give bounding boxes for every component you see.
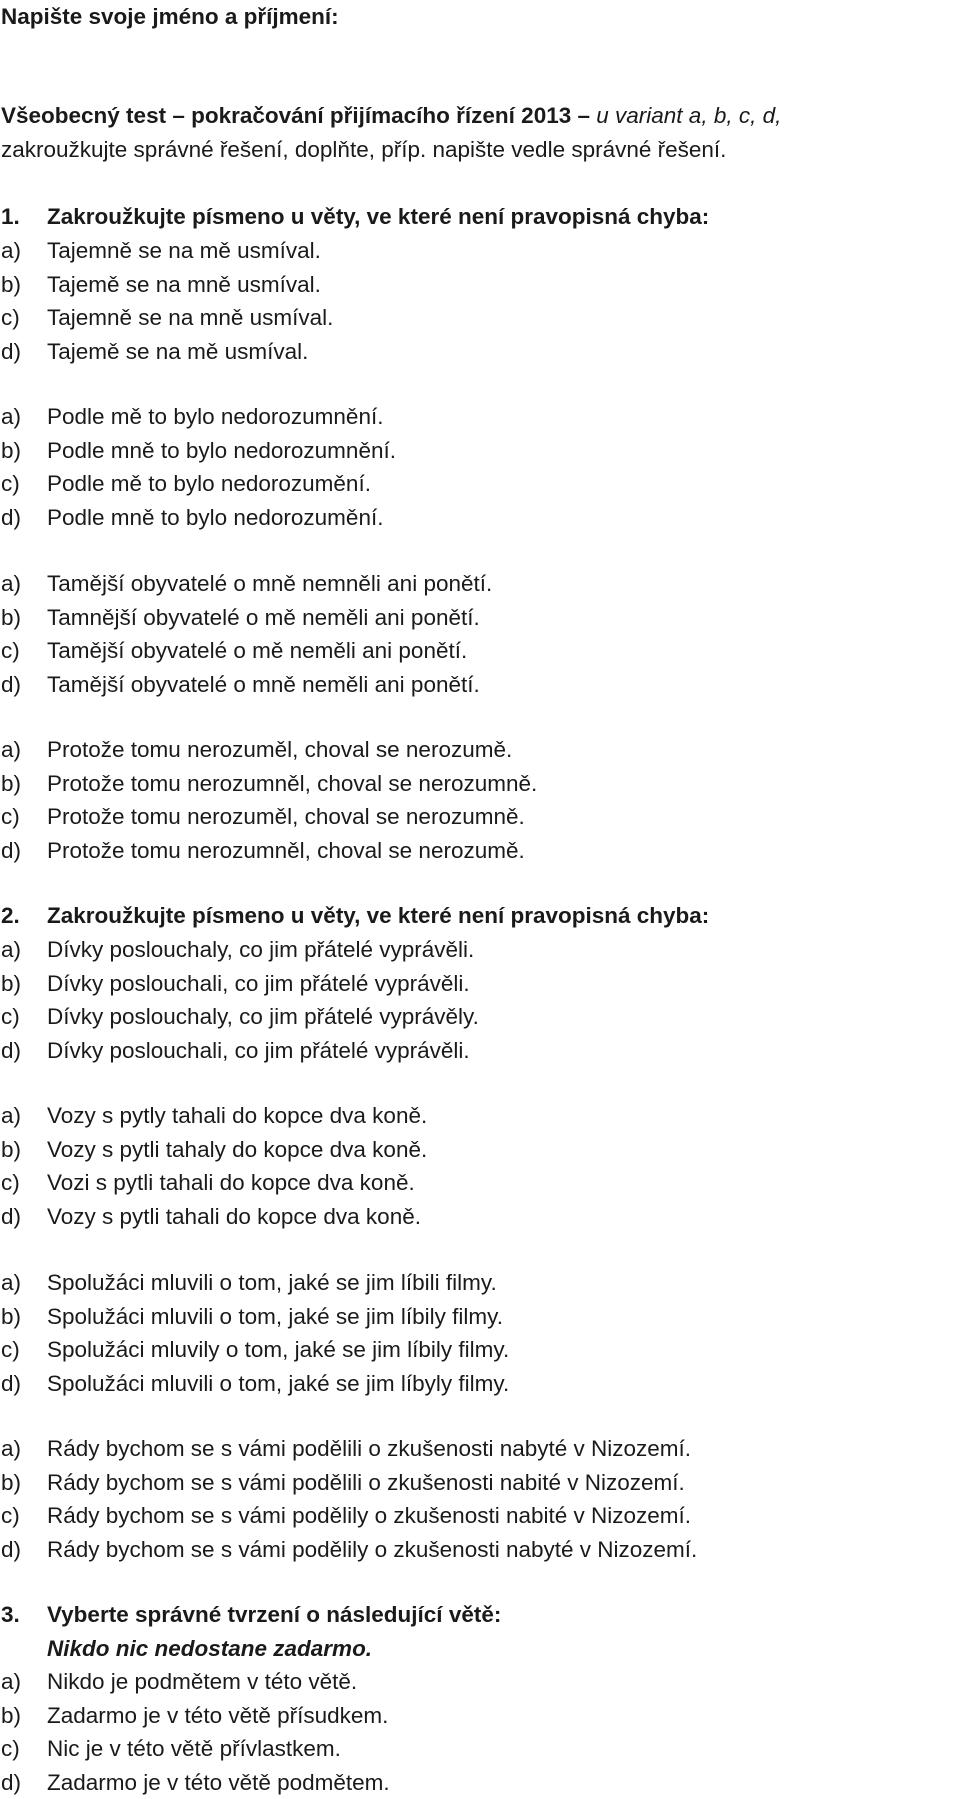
- option[interactable]: [1, 1699, 501, 1733]
- option-letter: c): [1, 1499, 47, 1533]
- option-letter: c): [1, 800, 47, 834]
- question-1-group-3: [1, 567, 492, 701]
- option-letter: a): [1, 1266, 47, 1300]
- option-text: Tajemně se na mě usmíval.: [47, 234, 321, 268]
- option-text: Dívky poslouchali, co jim přátelé vyprávěli.: [47, 967, 470, 1001]
- option-letter: a): [1, 933, 47, 967]
- option-text: Zadarmo je v této větě přísudkem.: [47, 1699, 388, 1733]
- option-text: Tamější obyvatelé o mě neměli ani ponětí.: [47, 634, 467, 668]
- option-letter: a): [1, 567, 47, 601]
- option-letter: d): [1, 1367, 47, 1401]
- option[interactable]: [1, 800, 537, 834]
- option[interactable]: [1, 1499, 697, 1533]
- option-letter: d): [1, 668, 47, 702]
- option-letter: a): [1, 1665, 47, 1699]
- option-letter: c): [1, 301, 47, 335]
- question-2-group-2: [1, 1099, 427, 1233]
- intro-instructions: zakroužkujte správné řešení, doplňte, příp. napište vedle správné řešení.: [1, 133, 959, 167]
- option[interactable]: [1, 501, 396, 535]
- option-text: Rády bychom se s vámi podělili o zkušenosti nabyté v Nizozemí.: [47, 1432, 691, 1466]
- option[interactable]: [1, 434, 396, 468]
- option-text: Podle mě to bylo nedorozumnění.: [47, 400, 383, 434]
- option-text: Dívky poslouchaly, co jim přátelé vyprávěli.: [47, 933, 474, 967]
- option-text: Vozy s pytli tahaly do kopce dva koně.: [47, 1133, 427, 1167]
- option[interactable]: [1, 1266, 509, 1300]
- option[interactable]: [1, 634, 492, 668]
- option-text: Tajemě se na mě usmíval.: [47, 335, 308, 369]
- option-text: Spolužáci mluvili o tom, jaké se jim líbily filmy.: [47, 1300, 503, 1334]
- option[interactable]: [1, 1000, 479, 1034]
- option[interactable]: [1, 400, 396, 434]
- option[interactable]: [1, 234, 333, 268]
- option-text: Podle mně to bylo nedorozumnění.: [47, 434, 396, 468]
- option[interactable]: [1, 1300, 509, 1334]
- option-text: Protože tomu nerozuměl, choval se nerozumě.: [47, 733, 512, 767]
- question-text: Zakroužkujte písmeno u věty, ve které není pravopisná chyba:: [47, 200, 709, 234]
- option-text: Tajemě se na mně usmíval.: [47, 268, 321, 302]
- option[interactable]: [1, 933, 479, 967]
- option-text: Zadarmo je v této větě podmětem.: [47, 1766, 390, 1799]
- option-text: Protože tomu nerozuměl, choval se nerozumně.: [47, 800, 525, 834]
- option-letter: b): [1, 1699, 47, 1733]
- intro-title: Všeobecný test – pokračování přijímacího řízení 2013 –: [1, 103, 590, 128]
- question-number: 3.: [1, 1598, 47, 1632]
- question-sentence: Nikdo nic nedostane zadarmo.: [47, 1632, 372, 1666]
- option[interactable]: [1, 733, 537, 767]
- option-text: Nic je v této větě přívlastkem.: [47, 1732, 341, 1766]
- option-text: Vozy s pytly tahali do kopce dva koně.: [47, 1099, 427, 1133]
- option-letter: b): [1, 1133, 47, 1167]
- question-2-group-3: [1, 1266, 509, 1400]
- option-letter: b): [1, 1466, 47, 1500]
- option-text: Nikdo je podmětem v této větě.: [47, 1665, 357, 1699]
- option-text: Tamější obyvatelé o mně nemněli ani ponětí.: [47, 567, 492, 601]
- test-intro: [1, 99, 959, 166]
- option[interactable]: [1, 335, 333, 369]
- option[interactable]: [1, 1432, 697, 1466]
- option-letter: d): [1, 501, 47, 535]
- option-text: Spolužáci mluvili o tom, jaké se jim líbili filmy.: [47, 1266, 497, 1300]
- option[interactable]: [1, 967, 479, 1001]
- option-text: Podle mně to bylo nedorozumění.: [47, 501, 383, 535]
- option-letter: c): [1, 634, 47, 668]
- option-letter: b): [1, 767, 47, 801]
- option-letter: a): [1, 733, 47, 767]
- option-text: Dívky poslouchali, co jim přátelé vyprávěli.: [47, 1034, 470, 1068]
- option[interactable]: [1, 567, 492, 601]
- option[interactable]: [1, 467, 396, 501]
- option[interactable]: [1, 1766, 501, 1799]
- option-letter: b): [1, 967, 47, 1001]
- option[interactable]: [1, 1533, 697, 1567]
- option[interactable]: [1, 834, 537, 868]
- option-text: Vozy s pytli tahali do kopce dva koně.: [47, 1200, 421, 1234]
- option-text: Rády bychom se s vámi podělily o zkušenosti nabité v Nizozemí.: [47, 1499, 691, 1533]
- option-text: Spolužáci mluvili o tom, jaké se jim líbyly filmy.: [47, 1367, 509, 1401]
- intro-italic: u variant a, b, c, d,: [590, 103, 781, 128]
- option-letter: a): [1, 400, 47, 434]
- option-letter: b): [1, 601, 47, 635]
- option[interactable]: [1, 1133, 427, 1167]
- question-1-group-2: [1, 400, 396, 534]
- question-text: Zakroužkujte písmeno u věty, ve které není pravopisná chyba:: [47, 899, 709, 933]
- option-text: Podle mě to bylo nedorozumění.: [47, 467, 371, 501]
- option-letter: c): [1, 1333, 47, 1367]
- option-text: Tamější obyvatelé o mně neměli ani ponětí.: [47, 668, 480, 702]
- option[interactable]: [1, 767, 537, 801]
- option[interactable]: [1, 601, 492, 635]
- option-text: Tamnější obyvatelé o mě neměli ani ponětí.: [47, 601, 480, 635]
- question-3: [1, 1598, 501, 1799]
- option-letter: d): [1, 1200, 47, 1234]
- option[interactable]: [1, 1367, 509, 1401]
- option-text: Rády bychom se s vámi podělili o zkušenosti nabité v Nizozemí.: [47, 1466, 685, 1500]
- option-letter: c): [1, 1166, 47, 1200]
- option-letter: c): [1, 1000, 47, 1034]
- option-text: Rády bychom se s vámi podělily o zkušenosti nabyté v Nizozemí.: [47, 1533, 697, 1567]
- option-letter: d): [1, 834, 47, 868]
- question-text: Vyberte správné tvrzení o následující větě:: [47, 1598, 501, 1632]
- question-2-group-1: [1, 933, 479, 1067]
- question-number: 2.: [1, 899, 47, 933]
- option-letter: d): [1, 1533, 47, 1567]
- name-prompt: Napište svoje jméno a příjmení:: [1, 0, 339, 34]
- option-letter: b): [1, 434, 47, 468]
- option[interactable]: [1, 1333, 509, 1367]
- option-text: Vozi s pytli tahali do kopce dva koně.: [47, 1166, 415, 1200]
- option-letter: c): [1, 467, 47, 501]
- option[interactable]: [1, 1166, 427, 1200]
- question-2-heading: [1, 899, 709, 933]
- question-1-group-1: [1, 234, 333, 368]
- question-1-heading: [1, 200, 709, 234]
- option[interactable]: [1, 1732, 501, 1766]
- option[interactable]: [1, 1665, 501, 1699]
- option[interactable]: [1, 268, 333, 302]
- option-letter: d): [1, 1766, 47, 1799]
- option[interactable]: [1, 1034, 479, 1068]
- option[interactable]: [1, 1099, 427, 1133]
- option-letter: b): [1, 268, 47, 302]
- option-letter: d): [1, 335, 47, 369]
- option[interactable]: [1, 1466, 697, 1500]
- option-letter: b): [1, 1300, 47, 1334]
- option[interactable]: [1, 301, 333, 335]
- option-text: Spolužáci mluvily o tom, jaké se jim líbily filmy.: [47, 1333, 509, 1367]
- option-text: Dívky poslouchaly, co jim přátelé vyprávěly.: [47, 1000, 479, 1034]
- option-letter: a): [1, 1432, 47, 1466]
- option-letter: a): [1, 1099, 47, 1133]
- question-1-group-4: [1, 733, 537, 867]
- option[interactable]: [1, 1200, 427, 1234]
- question-number: 1.: [1, 200, 47, 234]
- option-letter: a): [1, 234, 47, 268]
- option-letter: d): [1, 1034, 47, 1068]
- question-2-group-4: [1, 1432, 697, 1566]
- option-text: Protože tomu nerozumněl, choval se nerozumně.: [47, 767, 537, 801]
- option-text: Protože tomu nerozumněl, choval se nerozumě.: [47, 834, 525, 868]
- option-text: Tajemně se na mně usmíval.: [47, 301, 333, 335]
- option[interactable]: [1, 668, 492, 702]
- option-letter: c): [1, 1732, 47, 1766]
